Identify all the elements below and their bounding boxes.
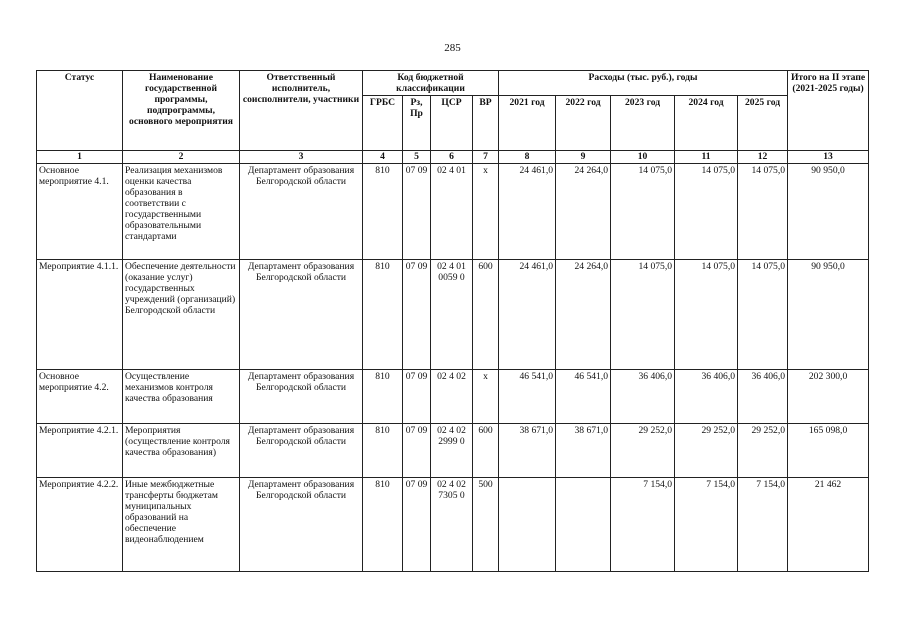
cell-grbs: 810: [363, 164, 403, 260]
column-number: 5: [403, 151, 431, 164]
cell-vr: 600: [473, 424, 499, 478]
cell-total: 90 950,0: [788, 164, 869, 260]
column-number: 1: [37, 151, 123, 164]
table-row: [37, 260, 869, 370]
cell-status: Мероприятие 4.2.1.: [37, 424, 123, 478]
header-budget-code: Код бюджетной классификации: [363, 71, 499, 96]
cell-2022: 46 541,0: [556, 370, 611, 424]
cell-2023: 29 252,0: [611, 424, 675, 478]
cell-csr: 02 4 01: [431, 164, 473, 260]
cell-executor: Департамент образования Белгородской области: [240, 164, 363, 260]
table-row: [37, 164, 869, 260]
cell-2024: 14 075,0: [675, 260, 738, 370]
cell-2025: 7 154,0: [738, 478, 788, 572]
cell-2021: [499, 478, 556, 572]
cell-status: Основное мероприятие 4.2.: [37, 370, 123, 424]
page-number: 285: [444, 42, 461, 54]
cell-executor: Департамент образования Белгородской области: [240, 370, 363, 424]
column-number: 12: [738, 151, 788, 164]
cell-2021: 38 671,0: [499, 424, 556, 478]
header-vr: ВР: [473, 96, 499, 151]
cell-total: 202 300,0: [788, 370, 869, 424]
cell-name: Осуществление механизмов контроля качества образования: [123, 370, 240, 424]
cell-csr: 02 4 02 2999 0: [431, 424, 473, 478]
cell-2023: 36 406,0: [611, 370, 675, 424]
cell-total: 90 950,0: [788, 260, 869, 370]
cell-2023: 14 075,0: [611, 260, 675, 370]
header-2022: 2022 год: [556, 96, 611, 151]
cell-vr: х: [473, 164, 499, 260]
cell-status: Мероприятие 4.1.1.: [37, 260, 123, 370]
cell-2024: 29 252,0: [675, 424, 738, 478]
cell-name: Обеспечение деятельности (оказание услуг) государственных учреждений (организаций) Белгородской области: [123, 260, 240, 370]
cell-grbs: 810: [363, 260, 403, 370]
table-row: [37, 478, 869, 572]
cell-2025: 14 075,0: [738, 260, 788, 370]
column-number: 13: [788, 151, 869, 164]
cell-name: Иные межбюджетные трансферты бюджетам муниципальных образований на обеспечение видеонаблюдением: [123, 478, 240, 572]
header-2025: 2025 год: [738, 96, 788, 151]
cell-rz-pr: 07 09: [403, 260, 431, 370]
column-number: 10: [611, 151, 675, 164]
header-2024: 2024 год: [675, 96, 738, 151]
cell-2021: 46 541,0: [499, 370, 556, 424]
header-expenses: Расходы (тыс. руб.), годы: [499, 71, 788, 96]
cell-2021: 24 461,0: [499, 164, 556, 260]
cell-vr: 500: [473, 478, 499, 572]
table-row: [37, 370, 869, 424]
cell-grbs: 810: [363, 478, 403, 572]
cell-executor: Департамент образования Белгородской области: [240, 478, 363, 572]
header-name: Наименование государственной программы, подпрограммы, основного мероприятия: [123, 71, 240, 151]
header-status: Статус: [37, 71, 123, 151]
column-number: 8: [499, 151, 556, 164]
cell-csr: 02 4 01 0059 0: [431, 260, 473, 370]
cell-2022: [556, 478, 611, 572]
column-number: 11: [675, 151, 738, 164]
cell-2024: 36 406,0: [675, 370, 738, 424]
cell-total: 165 098,0: [788, 424, 869, 478]
cell-rz-pr: 07 09: [403, 478, 431, 572]
column-number: 9: [556, 151, 611, 164]
cell-rz-pr: 07 09: [403, 370, 431, 424]
header-grbs: ГРБС: [363, 96, 403, 151]
cell-executor: Департамент образования Белгородской области: [240, 424, 363, 478]
column-number: 6: [431, 151, 473, 164]
column-number: 7: [473, 151, 499, 164]
cell-status: Мероприятие 4.2.2.: [37, 478, 123, 572]
cell-2022: 24 264,0: [556, 260, 611, 370]
cell-vr: 600: [473, 260, 499, 370]
budget-table: [36, 70, 869, 572]
cell-total: 21 462: [788, 478, 869, 572]
cell-2025: 14 075,0: [738, 164, 788, 260]
cell-2023: 7 154,0: [611, 478, 675, 572]
column-number: 4: [363, 151, 403, 164]
header-csr: ЦСР: [431, 96, 473, 151]
column-number: 3: [240, 151, 363, 164]
header-row-top: [37, 71, 869, 96]
table-row: [37, 424, 869, 478]
cell-grbs: 810: [363, 370, 403, 424]
cell-name: Мероприятия (осуществление контроля качества образования): [123, 424, 240, 478]
header-2021: 2021 год: [499, 96, 556, 151]
header-2023: 2023 год: [611, 96, 675, 151]
cell-2022: 24 264,0: [556, 164, 611, 260]
cell-vr: х: [473, 370, 499, 424]
cell-name: Реализация механизмов оценки качества образования в соответствии с государственными образовательными стандартами: [123, 164, 240, 260]
cell-rz-pr: 07 09: [403, 164, 431, 260]
cell-grbs: 810: [363, 424, 403, 478]
cell-status: Основное мероприятие 4.1.: [37, 164, 123, 260]
cell-2024: 14 075,0: [675, 164, 738, 260]
cell-2023: 14 075,0: [611, 164, 675, 260]
cell-2022: 38 671,0: [556, 424, 611, 478]
cell-csr: 02 4 02 7305 0: [431, 478, 473, 572]
cell-2021: 24 461,0: [499, 260, 556, 370]
cell-executor: Департамент образования Белгородской области: [240, 260, 363, 370]
cell-rz-pr: 07 09: [403, 424, 431, 478]
header-rz-pr: Рз, Пр: [403, 96, 431, 151]
cell-2025: 29 252,0: [738, 424, 788, 478]
column-number: 2: [123, 151, 240, 164]
column-number-row: [37, 151, 869, 164]
cell-2024: 7 154,0: [675, 478, 738, 572]
cell-2025: 36 406,0: [738, 370, 788, 424]
cell-csr: 02 4 02: [431, 370, 473, 424]
header-executor: Ответственный исполнитель, соисполнители, участники: [240, 71, 363, 151]
header-total: Итого на II этапе (2021-2025 годы): [788, 71, 869, 151]
